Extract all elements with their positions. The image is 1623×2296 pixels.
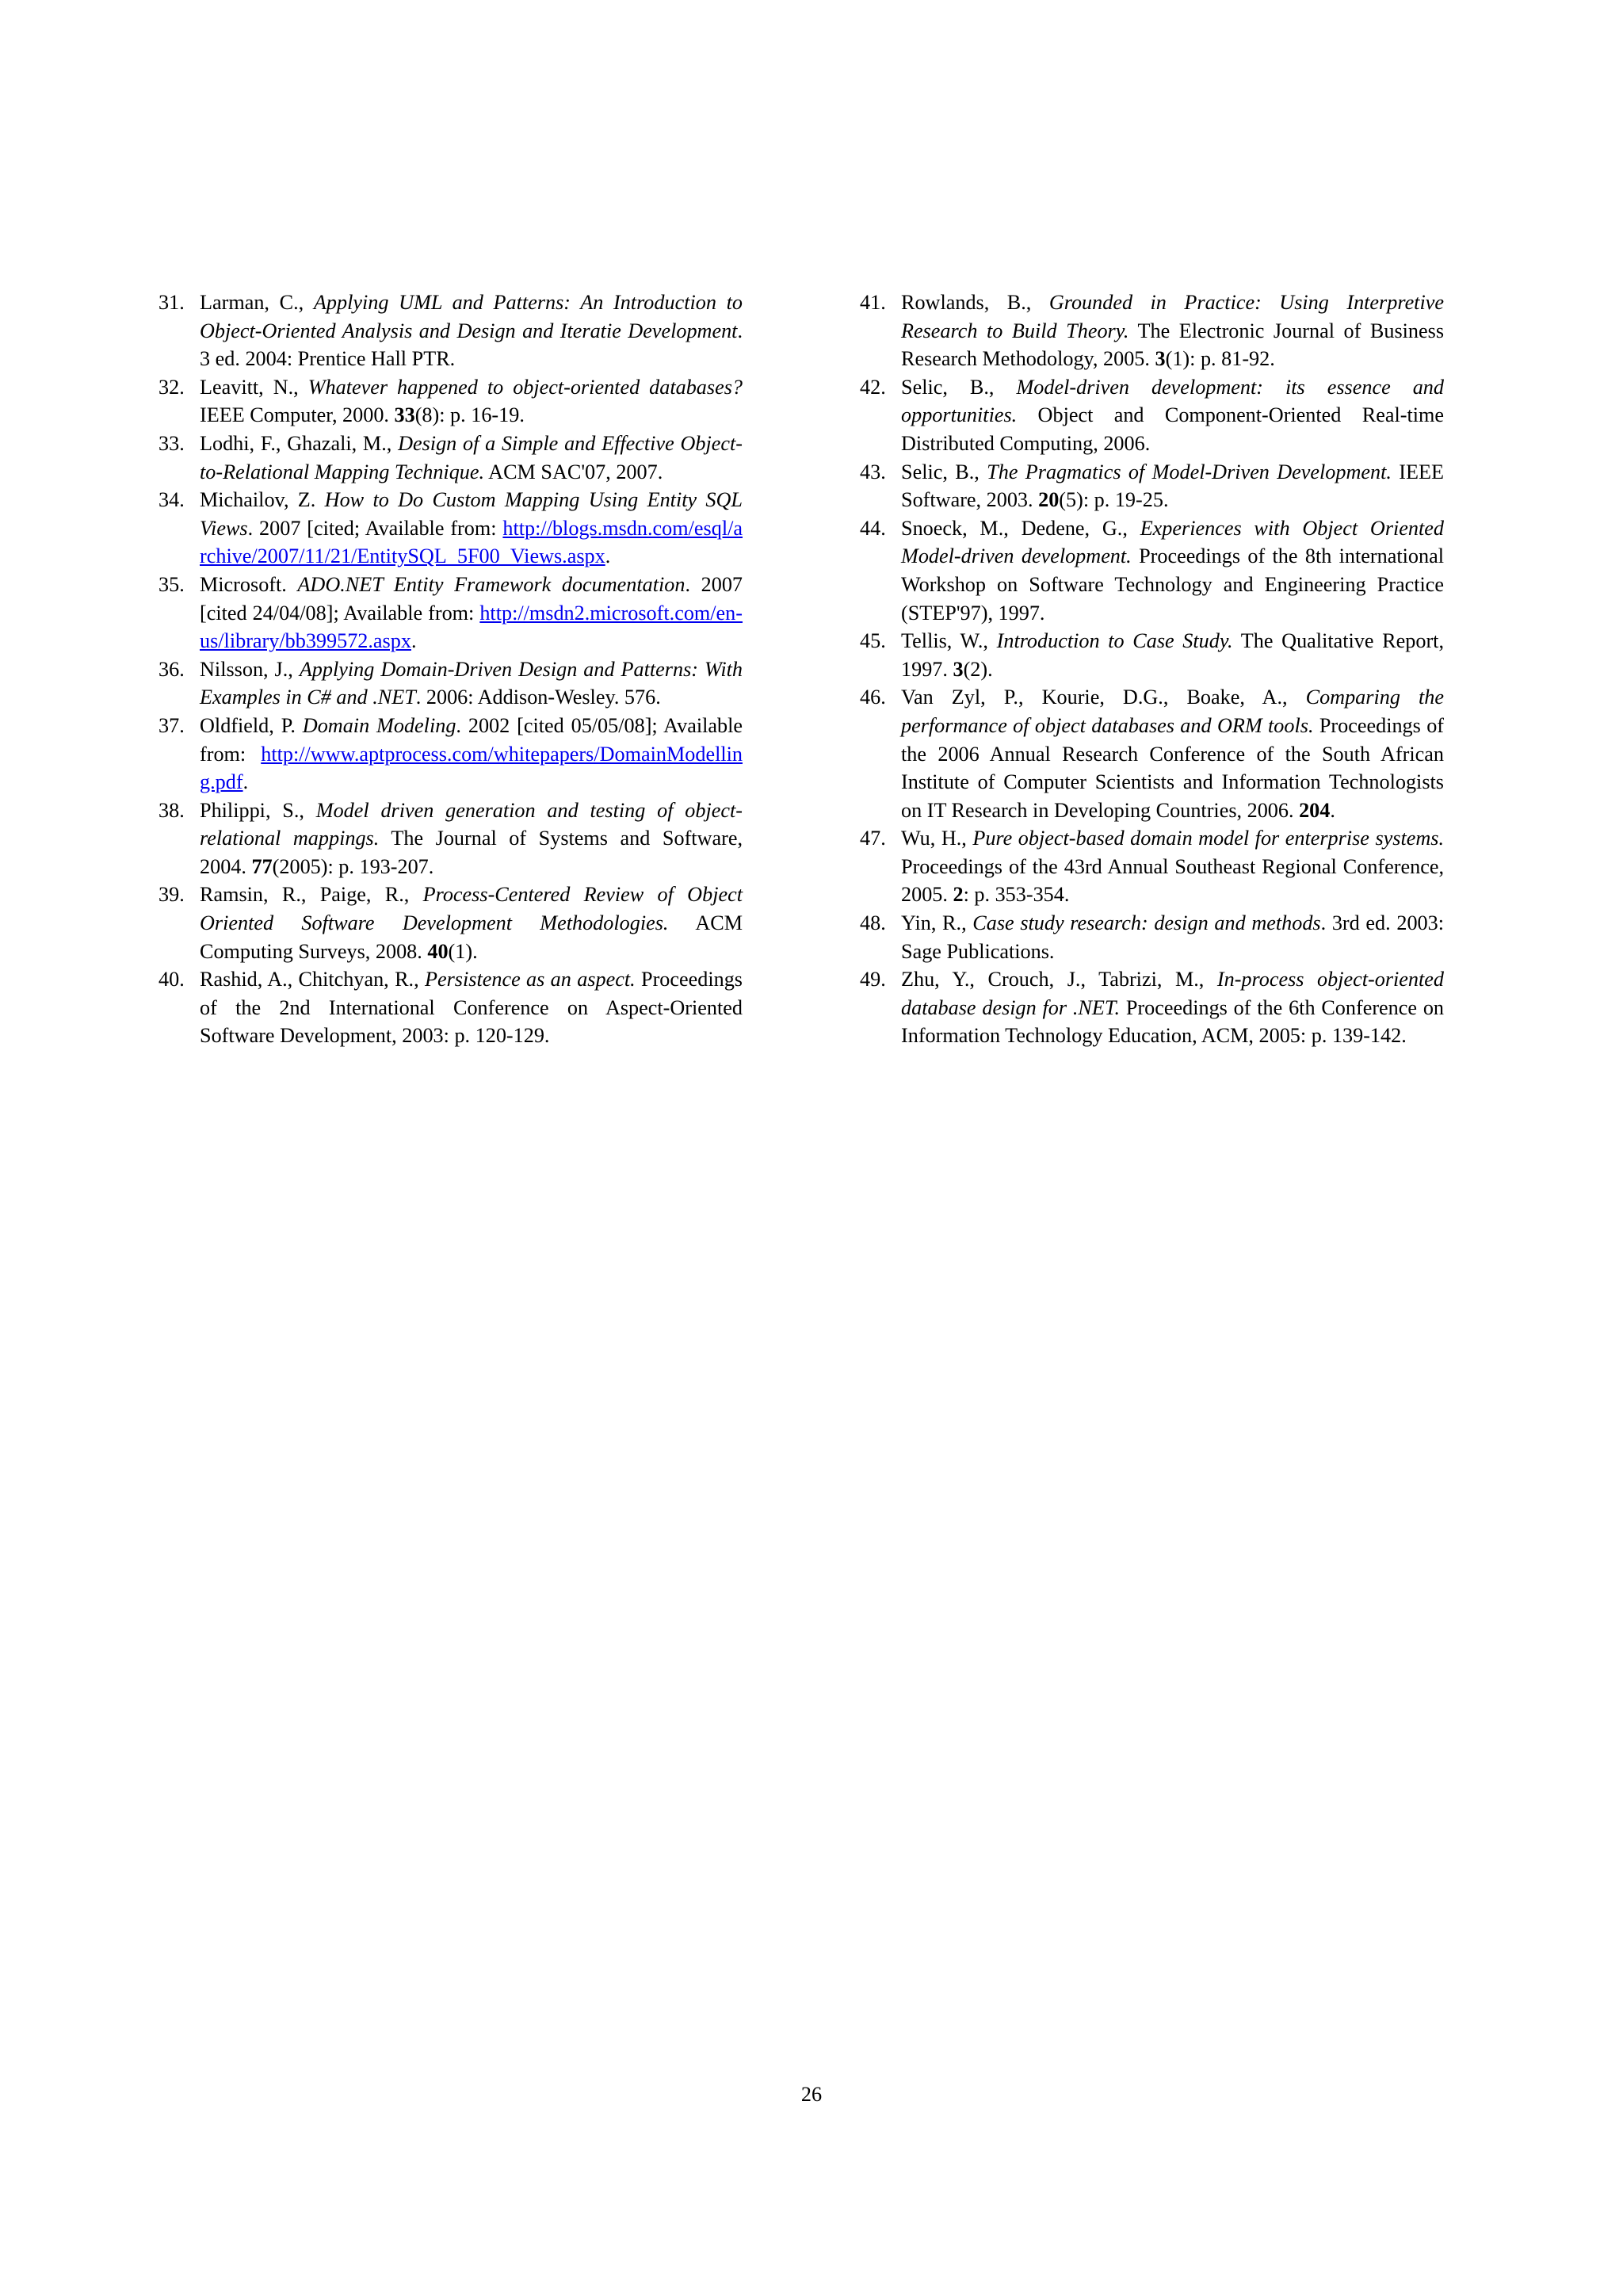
reference-number: 33. bbox=[158, 431, 185, 455]
reference-item-31 bbox=[158, 288, 743, 373]
reference-number: 32. bbox=[158, 375, 185, 399]
reference-authors: Lodhi, F., Ghazali, M., bbox=[200, 431, 399, 455]
reference-item-34 bbox=[158, 486, 743, 571]
reference-title: Applying Domain-Driven Design and Patterns: With Examples in C# and .NET bbox=[200, 657, 743, 709]
reference-volume: 3 bbox=[1155, 347, 1166, 371]
reference-authors: Michailov, Z. bbox=[200, 488, 325, 512]
reference-number: 36. bbox=[158, 657, 185, 681]
reference-number: 42. bbox=[860, 375, 886, 399]
reference-number: 48. bbox=[860, 911, 886, 935]
reference-title: Model-driven development: its essence and opportunities. bbox=[901, 375, 1444, 427]
reference-url-link[interactable]: http://msdn2.microsoft.com/en-us/library/bb399572.aspx bbox=[200, 601, 743, 653]
reference-item-42 bbox=[860, 373, 1444, 458]
reference-volume: 77 bbox=[251, 854, 273, 878]
reference-details: Proceedings of the 8th international Workshop on Software Technology and Engineering Practice (STEP'97), 1997. bbox=[901, 544, 1444, 625]
reference-authors: Larman, C., bbox=[200, 291, 314, 314]
reference-volume: 33 bbox=[394, 403, 415, 427]
reference-title: Experiences with Object Oriented Model-driven development. bbox=[901, 516, 1445, 568]
reference-authors: Microsoft. bbox=[200, 572, 298, 596]
reference-column-right bbox=[860, 288, 1444, 1050]
reference-details: Proceedings of the 43rd Annual Southeast Regional Conference, 2005. bbox=[901, 854, 1444, 907]
reference-details: . 2006: Addison-Wesley. 576. bbox=[415, 686, 661, 709]
reference-title: In-process object-oriented database design for .NET. bbox=[901, 968, 1444, 1019]
reference-list-right bbox=[860, 288, 1444, 1050]
reference-details: The Qualitative Report, 1997. bbox=[901, 629, 1444, 681]
reference-details-end: . bbox=[242, 770, 249, 794]
reference-number: 31. bbox=[158, 291, 185, 314]
reference-title: Design of a Simple and Effective Object-to-Relational Mapping Technique. bbox=[200, 431, 743, 483]
reference-item-45 bbox=[860, 627, 1444, 683]
reference-details: IEEE Computer, 2000. bbox=[200, 403, 395, 427]
reference-authors: Oldfield, P. bbox=[200, 713, 303, 737]
reference-number: 34. bbox=[158, 488, 185, 512]
reference-title: How to Do Custom Mapping Using Entity SQL Views bbox=[200, 488, 743, 540]
reference-details-end: (2). bbox=[963, 657, 993, 681]
reference-authors: Yin, R., bbox=[901, 911, 973, 935]
reference-authors: Van Zyl, P., Kourie, D.G., Boake, A., bbox=[901, 686, 1306, 709]
reference-authors: Selic, B., bbox=[901, 375, 1017, 399]
reference-details: IEEE Software, 2003. bbox=[901, 460, 1444, 512]
reference-volume: 2 bbox=[953, 883, 964, 907]
reference-details-end: : p. 353-354. bbox=[963, 883, 1070, 907]
reference-number: 41. bbox=[860, 291, 886, 314]
reference-volume: 204 bbox=[1299, 798, 1331, 822]
reference-title: The Pragmatics of Model-Driven Development. bbox=[987, 460, 1392, 483]
reference-authors: Snoeck, M., Dedene, G., bbox=[901, 516, 1140, 540]
reference-authors: Nilsson, J., bbox=[200, 657, 300, 681]
reference-details: Proceedings of the 6th Conference on Information Technology Education, ACM, 2005: p. 139-142. bbox=[901, 995, 1445, 1048]
reference-details: Proceedings of the 2nd International Conference on Aspect-Oriented Software Development, 2003: p. 120-129. bbox=[200, 968, 743, 1048]
reference-volume: 3 bbox=[953, 657, 964, 681]
reference-number: 46. bbox=[860, 686, 886, 709]
reference-item-39 bbox=[158, 881, 743, 965]
reference-item-32 bbox=[158, 373, 743, 430]
reference-item-33 bbox=[158, 430, 743, 486]
reference-details-end: (1): p. 81-92. bbox=[1165, 347, 1275, 371]
reference-authors: Philippi, S., bbox=[200, 798, 316, 822]
reference-volume: 40 bbox=[427, 939, 449, 963]
reference-number: 38. bbox=[158, 798, 185, 822]
reference-number: 47. bbox=[860, 827, 886, 850]
reference-title: Applying UML and Patterns: An Introduction to Object-Oriented Analysis and Design and Iteratie Development bbox=[200, 291, 743, 342]
reference-title: Grounded in Practice: Using Interpretive Research to Build Theory. bbox=[901, 291, 1444, 342]
page-number: 26 bbox=[800, 2083, 823, 2106]
reference-column-left bbox=[158, 288, 743, 1050]
reference-item-48 bbox=[860, 909, 1444, 965]
reference-number: 43. bbox=[860, 460, 886, 483]
reference-title: Comparing the performance of object databases and ORM tools. bbox=[901, 686, 1444, 737]
reference-authors: Leavitt, N., bbox=[200, 375, 308, 399]
reference-details: . 3rd ed. 2003: Sage Publications. bbox=[901, 911, 1444, 963]
reference-item-38 bbox=[158, 797, 743, 881]
reference-number: 37. bbox=[158, 713, 185, 737]
reference-details: ACM Computing Surveys, 2008. bbox=[200, 911, 743, 963]
reference-title: Introduction to Case Study. bbox=[996, 629, 1233, 653]
reference-item-36 bbox=[158, 655, 743, 712]
reference-number: 40. bbox=[158, 968, 185, 991]
reference-authors: Rowlands, B., bbox=[901, 291, 1049, 314]
reference-details: Proceedings of the 2006 Annual Research Conference of the South African Institute of Computer Scientists and Information Technologists on IT Research in Developing Countries, 2006. bbox=[901, 713, 1445, 822]
reference-item-41 bbox=[860, 288, 1444, 373]
reference-item-44 bbox=[860, 514, 1444, 627]
reference-item-40 bbox=[158, 965, 743, 1050]
reference-item-47 bbox=[860, 824, 1444, 909]
reference-details: . 3 ed. 2004: Prentice Hall PTR. bbox=[200, 319, 743, 371]
reference-authors: Ramsin, R., Paige, R., bbox=[200, 883, 423, 907]
reference-details: The Electronic Journal of Business Research Methodology, 2005. bbox=[901, 319, 1445, 371]
reference-number: 49. bbox=[860, 968, 886, 991]
reference-volume: 20 bbox=[1038, 488, 1060, 512]
reference-details-end: (2005): p. 193-207. bbox=[272, 854, 434, 878]
reference-details-end: . bbox=[411, 629, 417, 653]
reference-authors: Wu, H., bbox=[901, 827, 973, 850]
reference-title: Domain Modeling bbox=[302, 713, 456, 737]
reference-title: ADO.NET Entity Framework documentation bbox=[297, 572, 685, 596]
reference-details-end: . bbox=[605, 544, 611, 568]
reference-details: . 2007 [cited; Available from: bbox=[247, 516, 503, 540]
reference-details-end: (1). bbox=[448, 939, 478, 963]
reference-item-43 bbox=[860, 458, 1444, 514]
reference-details: Object and Component-Oriented Real-time Distributed Computing, 2006. bbox=[901, 403, 1444, 455]
reference-title: Whatever happened to object-oriented databases? bbox=[307, 375, 743, 399]
reference-details-end: (8): p. 16-19. bbox=[414, 403, 525, 427]
reference-item-49 bbox=[860, 965, 1444, 1050]
reference-details-end: (5): p. 19-25. bbox=[1059, 488, 1169, 512]
reference-details: ACM SAC'07, 2007. bbox=[484, 460, 663, 483]
reference-number: 39. bbox=[158, 883, 185, 907]
reference-item-37 bbox=[158, 712, 743, 797]
reference-number: 44. bbox=[860, 516, 886, 540]
reference-number: 45. bbox=[860, 629, 886, 653]
reference-authors: Selic, B., bbox=[901, 460, 987, 483]
reference-authors: Zhu, Y., Crouch, J., Tabrizi, M., bbox=[901, 968, 1217, 991]
reference-url-link[interactable]: http://www.aptprocess.com/whitepapers/DomainModelling.pdf bbox=[200, 742, 743, 794]
reference-list-left bbox=[158, 288, 743, 1050]
reference-details: The Journal of Systems and Software, 2004. bbox=[200, 827, 743, 878]
reference-details: . 2002 [cited 05/05/08]; Available from: bbox=[200, 713, 743, 766]
reference-authors: Tellis, W., bbox=[901, 629, 997, 653]
reference-title: Persistence as an aspect. bbox=[424, 968, 636, 991]
reference-title: Model driven generation and testing of object-relational mappings. bbox=[200, 798, 743, 850]
reference-url-link[interactable]: http://blogs.msdn.com/esql/archive/2007/11/21/EntitySQL_5F00_Views.aspx bbox=[200, 516, 743, 568]
reference-item-46 bbox=[860, 683, 1444, 824]
reference-title: Case study research: design and methods bbox=[972, 911, 1321, 935]
reference-title: Pure object-based domain model for enterprise systems. bbox=[972, 827, 1444, 850]
reference-authors: Rashid, A., Chitchyan, R., bbox=[200, 968, 425, 991]
reference-item-35 bbox=[158, 571, 743, 655]
reference-details: . 2007 [cited 24/04/08]; Available from: bbox=[200, 572, 743, 625]
reference-number: 35. bbox=[158, 572, 185, 596]
reference-details-end: . bbox=[1330, 798, 1335, 822]
reference-title: Process-Centered Review of Object Oriented Software Development Methodologies. bbox=[200, 883, 743, 935]
